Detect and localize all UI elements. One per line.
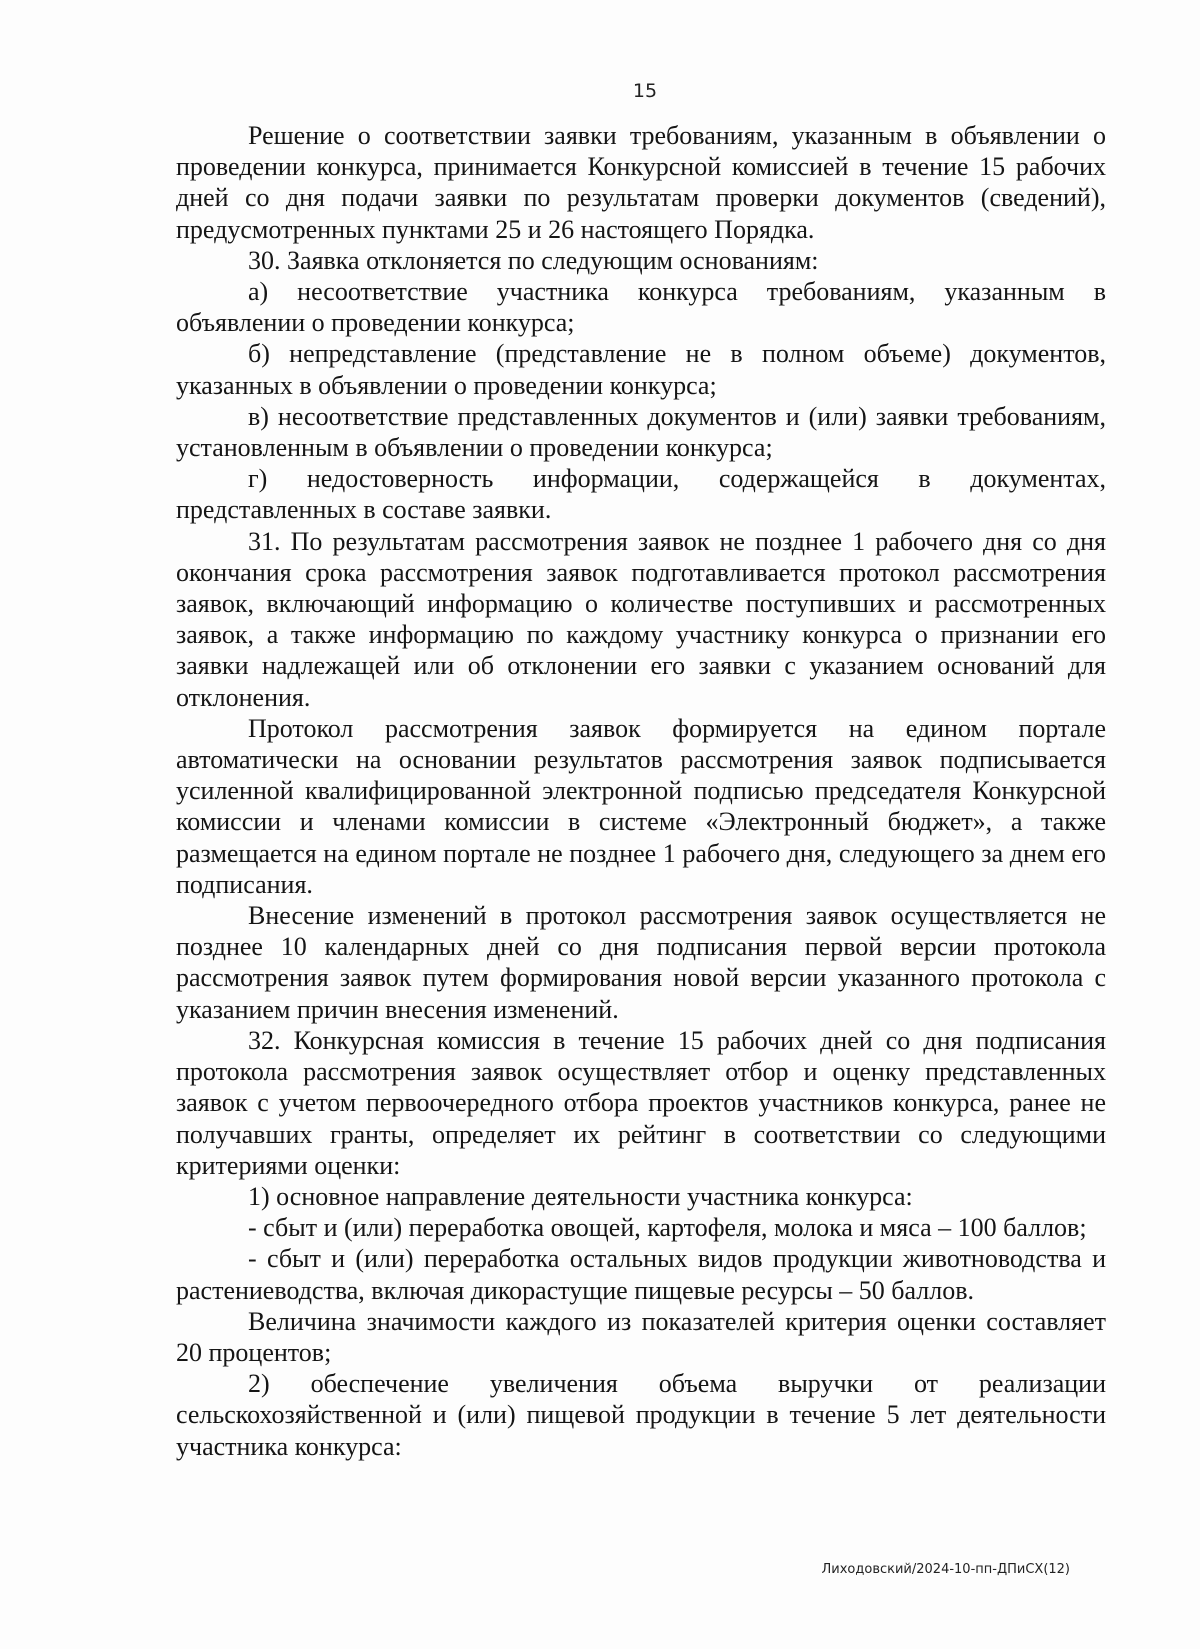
document-reference: Лиходовский/2024-10-пп-ДПиСХ(12) <box>821 1562 1070 1577</box>
paragraph-protocol-formation: Протокол рассмотрения заявок формируется на едином портале автоматически на основании результатов рассмотрения заявок подписывается усиленной квалифицированной электронной подписью председателя Конкурсной комиссии и членами комиссии в системе «Электронный бюджет», а также размещается на едином портале не позднее 1 рабочего дня, следующего за днем его подписания. <box>176 713 1106 899</box>
paragraph-30-v: в) несоответствие представленных документов и (или) заявки требованиям, установленным в объявлении о проведении конкурса; <box>176 401 1106 463</box>
paragraph-protocol-changes: Внесение изменений в протокол рассмотрения заявок осуществляется не позднее 10 календарных дней со дня подписания первой версии протокола рассмотрения заявок путем формирования новой версии указанного протокола с указанием причин внесения изменений. <box>176 901 1106 1024</box>
paragraph-criterion-1-item-1: - сбыт и (или) переработка овощей, картофеля, молока и мяса – 100 баллов; <box>248 1213 1087 1243</box>
paragraph-32: 32. Конкурсная комиссия в течение 15 рабочих дней со дня подписания протокола рассмотрения заявок осуществляет отбор и оценку представленных заявок с учетом первоочередного отбора проектов участников конкурса, ранее не получавших гранты, определяет их рейтинг в соответствии со следующими критериями оценки: <box>176 1025 1106 1180</box>
paragraph-31: 31. По результатам рассмотрения заявок не позднее 1 рабочего дня со дня окончания срока рассмотрения заявок подготавливается протокол рассмотрения заявок, включающий информацию о количестве поступивших и рассмотренных заявок, а также информацию по каждому участнику конкурса о признании его заявки надлежащей или об отклонении его заявки с указанием оснований для отклонения. <box>176 526 1106 712</box>
paragraph-criterion-1-item-2: - сбыт и (или) переработка остальных видов продукции животноводства и растениеводства, включая дикорастущие пищевые ресурсы – 50 баллов. <box>176 1244 1106 1305</box>
paragraph-30-b: б) непредставление (представление не в полном объеме) документов, указанных в объявлении о проведении конкурса; <box>176 339 1106 400</box>
paragraph-criterion-1: 1) основное направление деятельности участника конкурса: <box>248 1181 913 1211</box>
document-body <box>176 120 1106 1462</box>
paragraph-weight: Величина значимости каждого из показателей критерия оценки составляет 20 процентов; <box>176 1306 1106 1367</box>
paragraph-30-g: г) недостоверность информации, содержащейся в документах, представленных в составе заявки. <box>176 464 1106 525</box>
page-number: 15 <box>632 80 658 102</box>
paragraph-30-a: а) несоответствие участника конкурса требованиям, указанным в объявлении о проведении конкурса; <box>176 277 1106 338</box>
paragraph-decision: Решение о соответствии заявки требованиям, указанным в объявлении о проведении конкурса, принимается Конкурсной комиссией в течение 15 рабочих дней со дня подачи заявки по результатам проверки документов (сведений), предусмотренных пунктами 25 и 26 настоящего Порядка. <box>176 121 1106 244</box>
paragraph-30: 30. Заявка отклоняется по следующим основаниям: <box>248 245 819 275</box>
paragraph-criterion-2: 2) обеспечение увеличения объема выручки от реализации сельскохозяйственной и (или) пищевой продукции в течение 5 лет деятельности участника конкурса: <box>176 1369 1106 1461</box>
